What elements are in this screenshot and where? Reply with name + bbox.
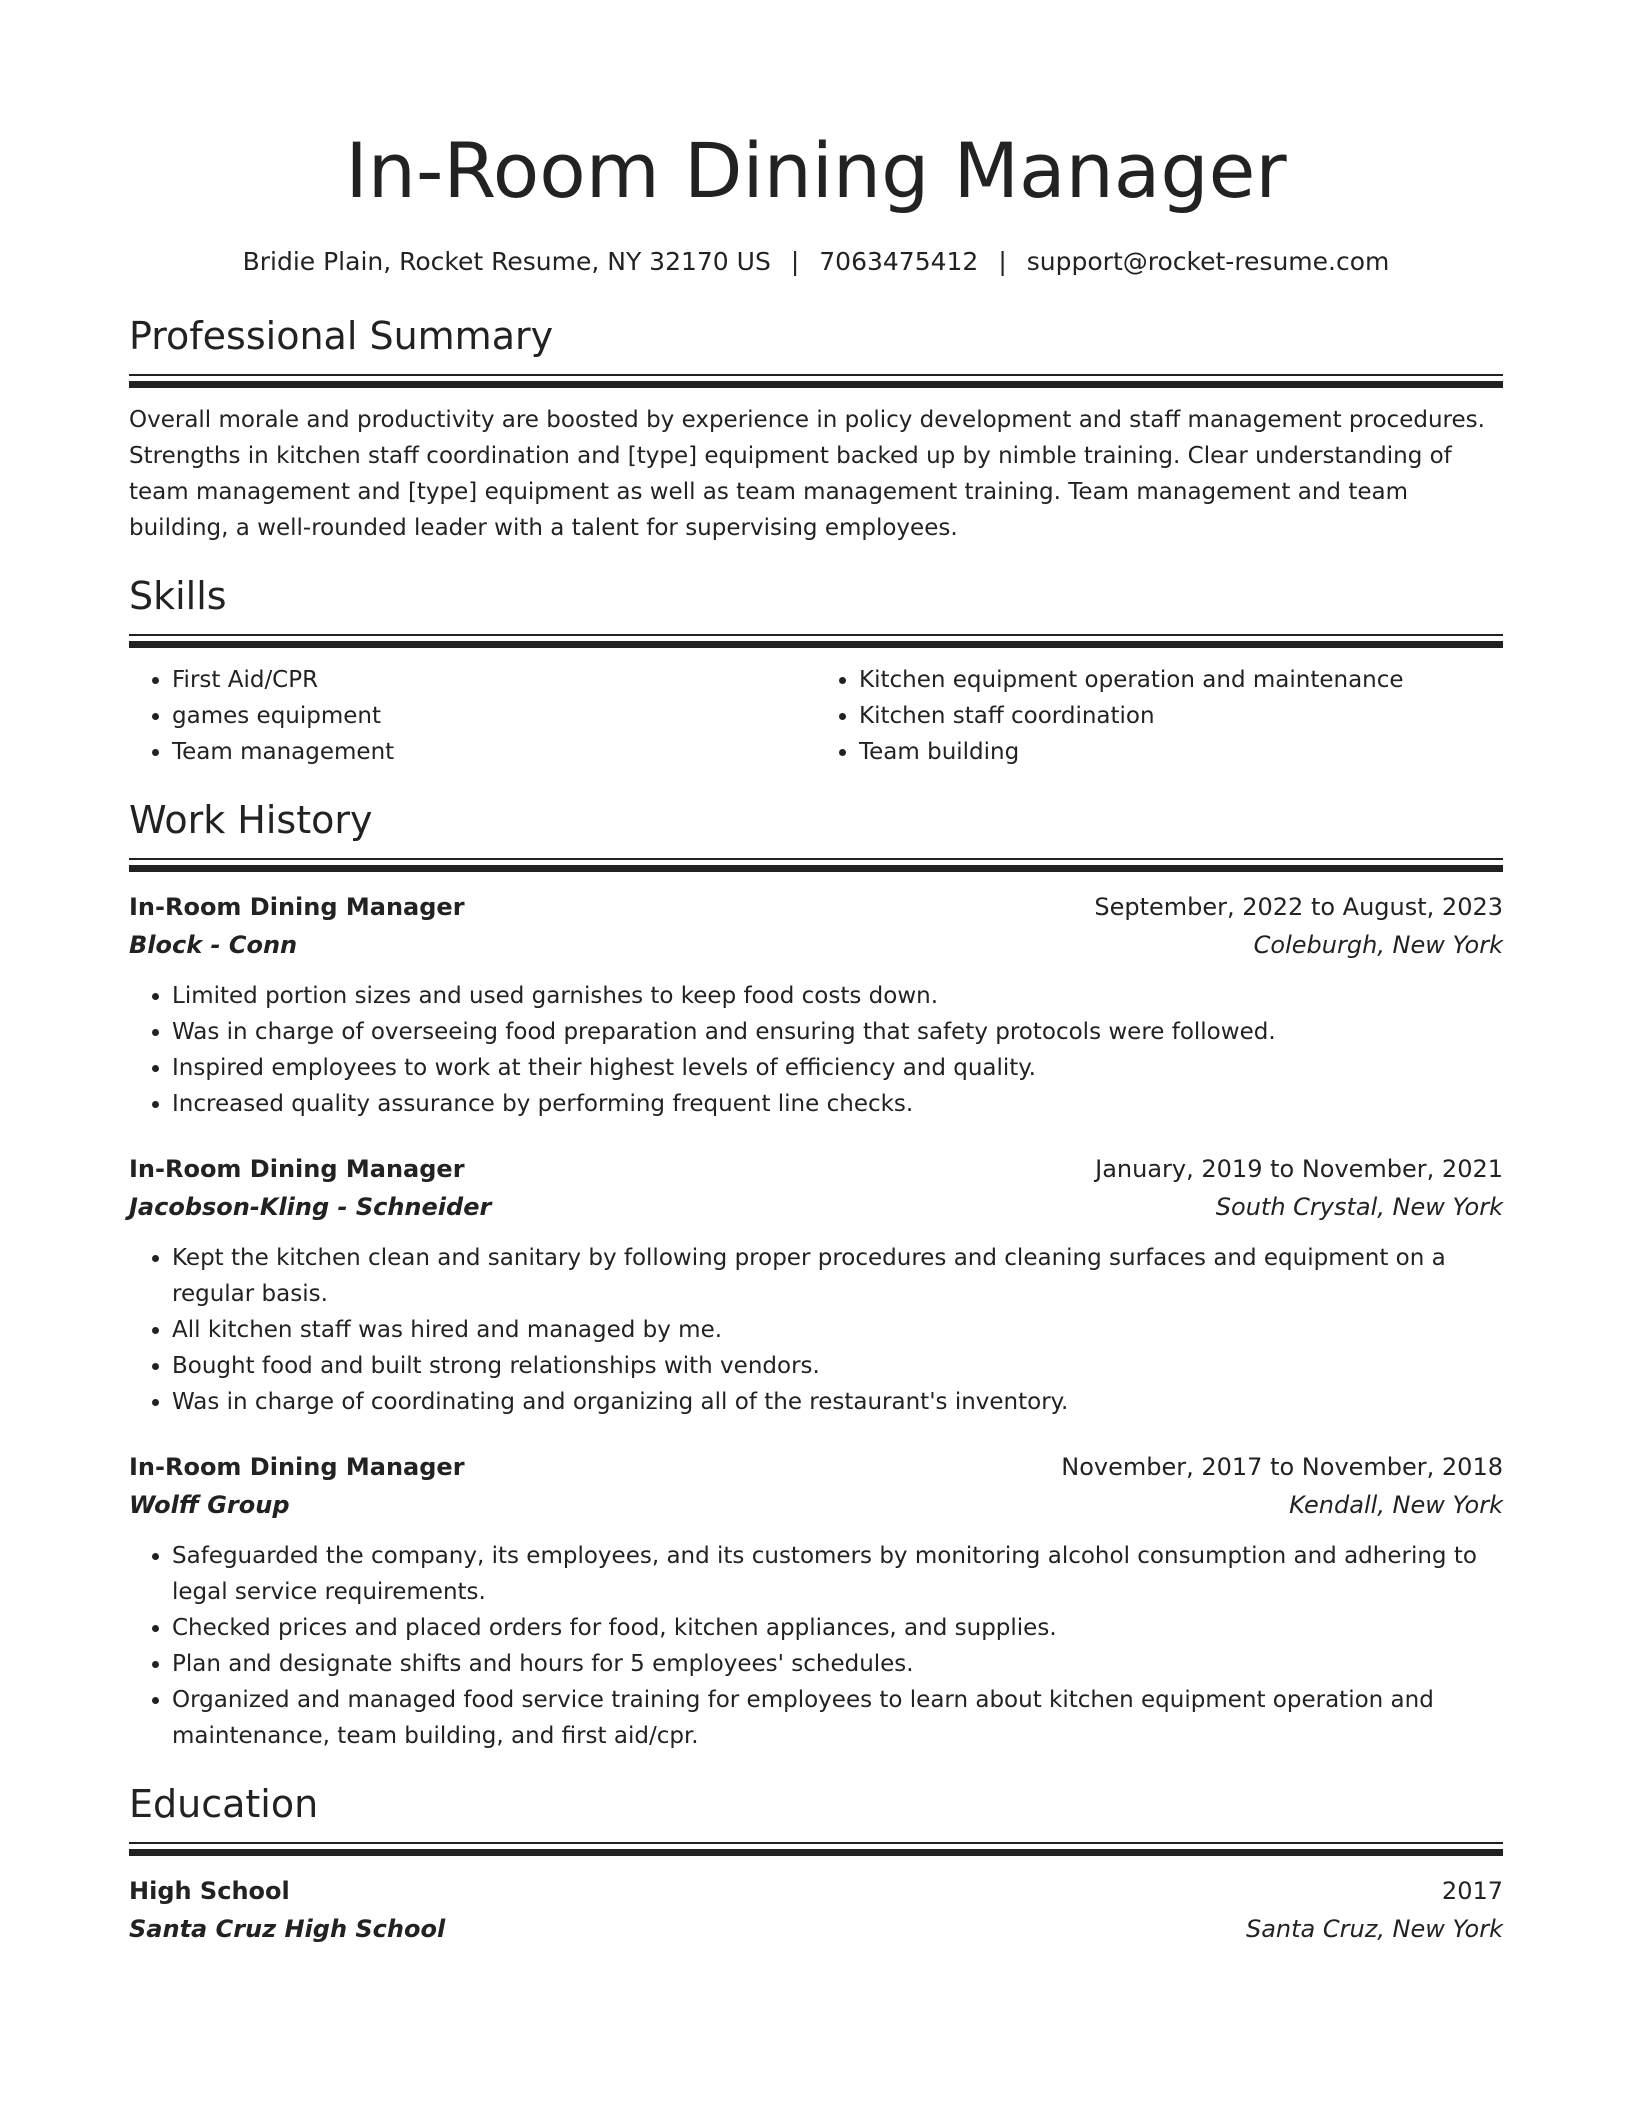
- job-header-row: [129, 1150, 1503, 1188]
- job-bullet: • All kitchen staff was hired and managed by me.: [172, 1312, 1503, 1348]
- job-header-row: [129, 1448, 1503, 1486]
- section-title-skills: Skills: [129, 574, 227, 618]
- job-company-row: [129, 926, 1503, 964]
- contact-address: Bridie Plain, Rocket Resume, NY 32170 US: [242, 247, 771, 276]
- resume-name: In-Room Dining Manager: [345, 126, 1287, 215]
- education-year: 2017: [1441, 1877, 1503, 1905]
- education-header-row: [129, 1872, 1503, 1910]
- skills-column-left: [129, 662, 816, 770]
- job-bullet: • Bought food and built strong relationships with vendors.: [172, 1348, 1503, 1384]
- education-entry: [129, 1872, 1503, 1948]
- education-school: Santa Cruz High School: [129, 1915, 446, 1943]
- job-location: South Crystal, New York: [1215, 1193, 1503, 1221]
- skill-item: • First Aid/CPR: [172, 662, 816, 698]
- job-bullet: • Kept the kitchen clean and sanitary by following proper procedures and cleaning surfaces and equipment on a regular basis.: [172, 1240, 1503, 1312]
- job-dates: November, 2017 to November, 2018: [1061, 1453, 1503, 1481]
- summary-text: Overall morale and productivity are boosted by experience in policy development and staff management procedures. Strengths in kitchen staff coordination and [type] equipment backed up by nimble training. Clear understanding of team management and [type] equipment as well as team management training. Team management and team building, a well-rounded leader with a talent for supervising employees.: [129, 407, 1485, 541]
- job-bullet: • Safeguarded the company, its employees, and its customers by monitoring alcohol consumption and adhering to legal service requirements.: [172, 1538, 1503, 1610]
- skills-column-right: [816, 662, 1503, 770]
- job-company-row: [129, 1486, 1503, 1524]
- job-bullets: [129, 1538, 1503, 1754]
- contact-phone: 7063475412: [819, 247, 979, 276]
- work-section: [129, 796, 1503, 1754]
- job-bullet: • Inspired employees to work at their highest levels of efficiency and quality.: [172, 1050, 1503, 1086]
- job-location: Kendall, New York: [1289, 1491, 1503, 1519]
- job-title: In-Room Dining Manager: [129, 1155, 465, 1183]
- job-bullet: • Plan and designate shifts and hours for 5 employees' schedules.: [172, 1646, 1503, 1682]
- section-title-work: Work History: [129, 798, 373, 842]
- skill-item: • Kitchen equipment operation and maintenance: [859, 662, 1503, 698]
- job-entry: [129, 1448, 1503, 1754]
- job-bullet: • Was in charge of coordinating and organizing all of the restaurant's inventory.: [172, 1384, 1503, 1420]
- skill-item: • games equipment: [172, 698, 816, 734]
- section-divider: [129, 1849, 1503, 1856]
- section-divider: [129, 858, 1503, 860]
- job-bullet: • Limited portion sizes and used garnishes to keep food costs down.: [172, 978, 1503, 1014]
- job-bullets: [129, 978, 1503, 1122]
- job-title: In-Room Dining Manager: [129, 893, 465, 921]
- job-dates: September, 2022 to August, 2023: [1094, 893, 1503, 921]
- section-divider: [129, 381, 1503, 388]
- section-divider: [129, 374, 1503, 376]
- skills-section: [129, 572, 1503, 770]
- job-entry: [129, 888, 1503, 1122]
- job-header-row: [129, 888, 1503, 926]
- job-bullets: [129, 1240, 1503, 1420]
- skills-list: [129, 662, 1503, 770]
- job-dates: January, 2019 to November, 2021: [1095, 1155, 1503, 1183]
- education-degree: High School: [129, 1877, 290, 1905]
- skill-item: • Kitchen staff coordination: [859, 698, 1503, 734]
- job-company: Block - Conn: [129, 931, 298, 959]
- job-bullet: • Was in charge of overseeing food preparation and ensuring that safety protocols were followed.: [172, 1014, 1503, 1050]
- contact-email: support@rocket-resume.com: [1026, 247, 1390, 276]
- contact-separator: |: [790, 247, 800, 276]
- section-title-education: Education: [129, 1782, 319, 1826]
- education-location: Santa Cruz, New York: [1245, 1915, 1503, 1943]
- job-title: In-Room Dining Manager: [129, 1453, 465, 1481]
- education-section: [129, 1780, 1503, 1948]
- section-divider: [129, 641, 1503, 648]
- job-company: Jacobson-Kling - Schneider: [129, 1193, 492, 1221]
- skill-item: • Team building: [859, 734, 1503, 770]
- section-divider: [129, 865, 1503, 872]
- section-divider: [129, 634, 1503, 636]
- job-bullet: • Increased quality assurance by performing frequent line checks.: [172, 1086, 1503, 1122]
- job-entry: [129, 1150, 1503, 1420]
- job-company: Wolff Group: [129, 1491, 290, 1519]
- section-divider: [129, 1842, 1503, 1844]
- skill-item: • Team management: [172, 734, 816, 770]
- summary-section: [129, 312, 1503, 546]
- job-company-row: [129, 1188, 1503, 1226]
- education-school-row: [129, 1910, 1503, 1948]
- job-bullet: • Checked prices and placed orders for food, kitchen appliances, and supplies.: [172, 1610, 1503, 1646]
- contact-line: [129, 244, 1503, 280]
- job-bullet: • Organized and managed food service training for employees to learn about kitchen equipment operation and maintenance, team building, and first aid/cpr.: [172, 1682, 1503, 1754]
- contact-separator: |: [998, 247, 1007, 276]
- section-title-summary: Professional Summary: [129, 314, 554, 358]
- job-location: Coleburgh, New York: [1253, 931, 1503, 959]
